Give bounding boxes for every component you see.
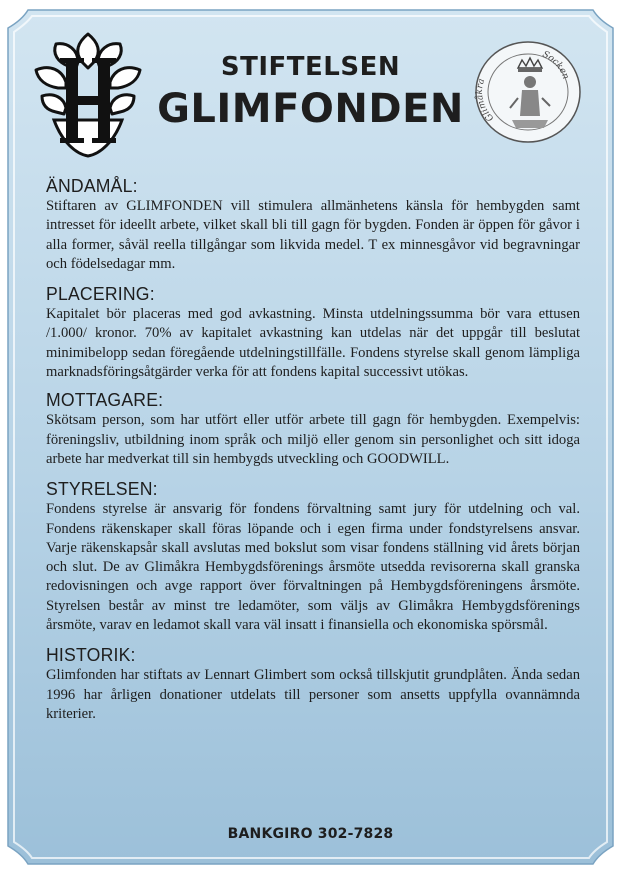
section-body: Fondens styrelse är ansvarig för fondens förvaltning samt jury för utdelning och val. Fondens räkenskaper skall föras löpande och i egen firma under fondstyrelsens ansvar. Varje räkenskapsår skall avslutas med bokslut som visar fondens ställning vid årets början och slut. De av Glimåkra Hembygdsförenings årsmöte utsedda revisorerna skall granska redovisningen och avge rapport över förvaltningen på Hembygdsföreningens årsmöte. Styrelsen består av minst tre ledamöter, som väljs av Glimåkra Hembygdsförenings årsmöte, varav en ledamot skall vara väl insatt i finansiella och ekonomiska spörsmål. xyxy=(46,501,580,634)
section-heading: ÄNDAMÅL: xyxy=(46,176,138,196)
title-line-2: GLIMFONDEN xyxy=(157,86,464,132)
section-placering xyxy=(46,284,580,382)
section-heading: MOTTAGARE: xyxy=(46,390,164,411)
section-heading: STYRELSEN: xyxy=(46,479,158,500)
section-body: Glimfonden har stiftats av Lennart Glimbert som också tillskjutit grundplåten. Ända sedan 1996 har årligen donationer utdelats till personer som ansetts uppfylla ovannämnda kriterier. xyxy=(46,667,580,722)
seal-text-right: Socken xyxy=(540,49,571,81)
section-styrelsen xyxy=(46,479,580,635)
section-heading: HISTORIK: xyxy=(46,645,136,666)
section-heading: PLACERING: xyxy=(46,284,155,305)
seal-text-left: Glimåkra xyxy=(475,77,497,123)
info-card xyxy=(6,8,615,866)
section-body: Kapitalet bör placeras med god avkastning. Minsta utdelningssumma bör vara ettusen /1.000/ kronor. 70% av kapitalet avkastning kan utdelas när det uppgår till beslutat minimibelopp sedan föregående utdelningstillfälle. Fondens styrelse skall genom lämpliga marknadsföringsåtgärder verka för att fondens kapital successivt utökas. xyxy=(46,306,580,381)
content-area xyxy=(46,176,580,734)
bankgiro-number: BANKGIRO 302-7828 xyxy=(227,826,394,842)
section-historik xyxy=(46,645,580,724)
section-mottagare xyxy=(46,390,580,469)
title-line-1: STIFTELSEN xyxy=(220,52,401,82)
section-body: Skötsam person, som har utfört eller utför arbete till gagn för hembygden. Exempelvis: föreningsliv, utbildning inom språk och miljö eller genom sin personlighet och sitt idoga arbete har medverkat till sin hembygds utveckling och GOODWILL. xyxy=(46,412,580,467)
section-andamal xyxy=(46,176,580,274)
section-body: Stiftaren av GLIMFONDEN vill stimulera allmänhetens känsla för hembygden samt intresset för ideellt arbete, vilket skall bli till gagn för bygden. Fonden är öppen för gåvor i alla former, såväl reella tillgångar som likvida medel. T ex minnesgåvor vid begravningar och födelsedagar mm. xyxy=(46,198,580,272)
